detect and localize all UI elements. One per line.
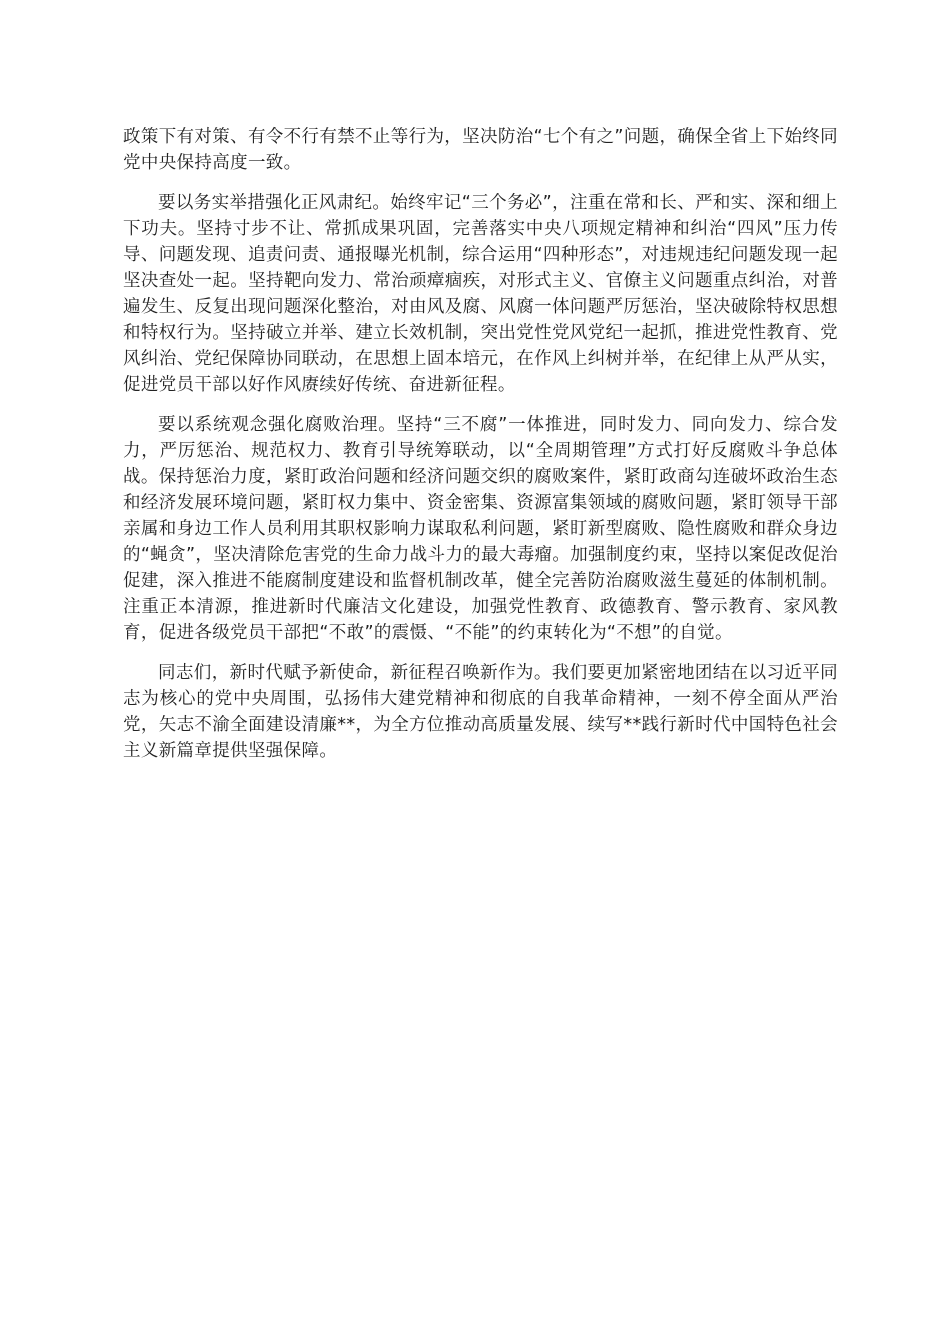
paragraph-closing: 同志们，新时代赋予新使命，新征程召唤新作为。我们要更加紧密地团结在以习近平同志为核心的党中央周围，弘扬伟大建党精神和彻底的自我革命精神，一刻不停全面从严治党，矢志不渝全面建设清廉**，为全方位推动高质量发展、续写**践行新时代中国特色社会主义新篇章提供坚强保障。 bbox=[123, 663, 838, 761]
paragraph-continuation: 政策下有对策、有令不行有禁不止等行为，坚决防治“七个有之”问题，确保全省上下始终同党中央保持高度一致。 bbox=[123, 127, 838, 173]
paragraph-discipline: 要以务实举措强化正风肃纪。始终牢记“三个务必”，注重在常和长、严和实、深和细上下功夫。坚持寸步不让、常抓成果巩固，完善落实中央八项规定精神和纠治“四风”压力传导、问题发现、追责问责、通报曝光机制，综合运用“四种形态”，对违规违纪问题发现一起坚决查处一起。坚持靶向发力、常治顽瘴痼疾，对形式主义、官僚主义问题重点纠治，对普遍发生、反复出现问题深化整治，对由风及腐、风腐一体问题严厉惩治，坚决破除特权思想和特权行为。坚持破立并举、建立长效机制，突出党性党风党纪一起抓，推进党性教育、党风纠治、党纪保障协同联动，在思想上固本培元，在作风上纠树并举，在纪律上从严从实，促进党员干部以好作风赓续好传统、奋进新征程。 bbox=[123, 193, 838, 395]
paragraph-corruption-governance: 要以系统观念强化腐败治理。坚持“三不腐”一体推进，同时发力、同向发力、综合发力，严厉惩治、规范权力、教育引导统筹联动，以“全周期管理”方式打好反腐败斗争总体战。保持惩治力度，紧盯政治问题和经济问题交织的腐败案件，紧盯政商勾连破坏政治生态和经济发展环境问题，紧盯权力集中、资金密集、资源富集领域的腐败问题，紧盯领导干部亲属和身边工作人员利用其职权影响力谋取私利问题，紧盯新型腐败、隐性腐败和群众身边的“蝇贪”，坚决清除危害党的生命力战斗力的最大毒瘤。加强制度约束，坚持以案促改促治促建，深入推进不能腐制度建设和监督机制改革，健全完善防治腐败滋生蔓延的体制机制。注重正本清源，推进新时代廉洁文化建设，加强党性教育、政德教育、警示教育、家风教育，促进各级党员干部把“不敢”的震慑、“不能”的约束转化为“不想”的自觉。 bbox=[123, 415, 838, 643]
document-body bbox=[123, 124, 838, 778]
